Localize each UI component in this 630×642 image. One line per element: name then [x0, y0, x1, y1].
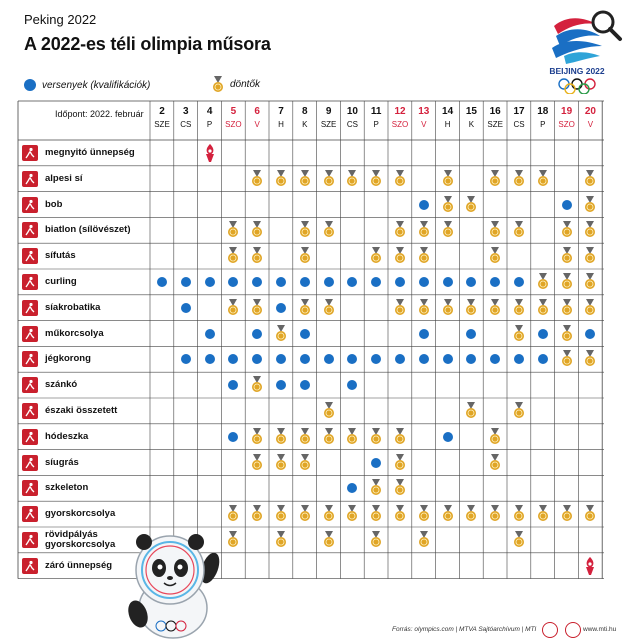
final-medal-icon: [561, 247, 573, 269]
ceremony-torch-icon: [203, 144, 217, 167]
legend-final-label: döntők: [230, 79, 261, 90]
final-medal-icon: [418, 531, 430, 553]
qualifier-dot: [538, 354, 548, 364]
final-medal-icon: [323, 299, 335, 321]
sport-label: rövidpályás gyorskorcsolya: [45, 528, 116, 550]
short-track-icon: [22, 532, 38, 548]
final-medal-icon: [537, 273, 549, 295]
qualifier-dot: [181, 354, 191, 364]
final-medal-icon: [251, 505, 263, 527]
final-medal-icon: [584, 170, 596, 192]
final-medal-icon: [489, 221, 501, 243]
final-medal-icon: [323, 428, 335, 450]
qualifier-dot: [252, 277, 262, 287]
final-medal-icon: [227, 299, 239, 321]
sport-label: jégkorong: [45, 353, 91, 365]
day-weekday: SZE: [154, 120, 170, 129]
qualifier-dot: [419, 329, 429, 339]
final-medal-icon: [299, 505, 311, 527]
sport-label: biatlon (sílövészet): [45, 224, 131, 236]
final-medal-icon: [561, 325, 573, 347]
final-medal-icon: [442, 196, 454, 218]
day-weekday: P: [206, 120, 213, 129]
qualifier-dot: [300, 354, 310, 364]
final-medal-icon: [418, 299, 430, 321]
final-medal-icon: [299, 221, 311, 243]
day-number: 5: [230, 106, 237, 117]
qualifier-dot: [562, 200, 572, 210]
qualifier-dot: [490, 277, 500, 287]
final-medal-icon: [489, 299, 501, 321]
sport-label: bob: [45, 198, 63, 210]
day-number: 16: [489, 106, 501, 117]
qualifier-dot: [371, 458, 381, 468]
curling-icon: [22, 274, 38, 290]
final-medal-icon: [537, 170, 549, 192]
day-number: 17: [513, 106, 525, 117]
qualifier-dot: [181, 277, 191, 287]
qualifier-dot: [585, 329, 595, 339]
day-number: 3: [183, 106, 189, 117]
final-medal-icon: [299, 454, 311, 476]
qualifier-dot: [205, 354, 215, 364]
final-medal-icon: [251, 376, 263, 398]
final-medal-icon: [299, 170, 311, 192]
qualifier-dot: [538, 329, 548, 339]
day-weekday: V: [421, 120, 427, 129]
final-medal-icon: [465, 299, 477, 321]
day-weekday: H: [444, 120, 451, 129]
qualifier-dot: [371, 277, 381, 287]
day-number: 8: [302, 106, 308, 117]
final-medal-icon: [251, 247, 263, 269]
final-medal-icon: [537, 505, 549, 527]
final-medal-icon: [513, 325, 525, 347]
final-medal-icon: [275, 531, 287, 553]
final-medal-icon: [346, 170, 358, 192]
final-medal-icon: [299, 247, 311, 269]
figure-skating-icon: [22, 326, 38, 342]
final-medal-icon: [323, 402, 335, 424]
sport-label: északi összetett: [45, 404, 118, 416]
sport-label: síakrobatika: [45, 301, 101, 313]
sport-label: hódeszka: [45, 430, 89, 442]
mti-badge-2: [565, 622, 581, 638]
snowboard-icon: [22, 429, 38, 445]
final-medal-icon: [394, 428, 406, 450]
final-medal-icon: [251, 299, 263, 321]
final-medal-icon: [346, 505, 358, 527]
final-medal-icon: [394, 299, 406, 321]
final-medal-icon: [275, 505, 287, 527]
final-medal-icon: [513, 505, 525, 527]
final-medal-icon: [513, 402, 525, 424]
qualifier-dot: [419, 277, 429, 287]
day-number: 10: [346, 106, 358, 117]
sport-label: záró ünnepség: [45, 559, 113, 571]
qualifier-dot: [157, 277, 167, 287]
mascot-bing-dwen-dwen: [118, 528, 228, 640]
biathlon-icon: [22, 222, 38, 238]
final-medal-icon: [442, 299, 454, 321]
final-medal-icon: [561, 350, 573, 372]
day-number: 2: [159, 106, 165, 117]
qualifier-dot: [276, 380, 286, 390]
final-medal-icon: [251, 428, 263, 450]
final-medal-icon: [394, 170, 406, 192]
day-weekday: K: [302, 120, 308, 129]
qualifier-dot: [205, 329, 215, 339]
final-medal-icon: [584, 273, 596, 295]
ice-hockey-icon: [22, 351, 38, 367]
day-weekday: H: [278, 120, 284, 129]
final-medal-icon: [561, 299, 573, 321]
qualifier-dot: [276, 277, 286, 287]
day-weekday: CS: [346, 120, 358, 129]
day-number: 12: [394, 106, 406, 117]
site-link[interactable]: www.mti.hu: [583, 626, 617, 633]
torch-icon: [22, 558, 38, 574]
day-number: 9: [325, 106, 332, 117]
final-medal-icon: [275, 325, 287, 347]
final-medal-icon: [251, 221, 263, 243]
nordic-combined-icon: [22, 403, 38, 419]
skeleton-icon: [22, 480, 38, 496]
header-subtitle: Peking 2022: [24, 12, 97, 27]
final-medal-icon: [418, 505, 430, 527]
final-medal-icon: [370, 531, 382, 553]
final-medal-icon: [370, 505, 382, 527]
day-weekday: V: [254, 120, 260, 129]
final-medal-icon: [394, 247, 406, 269]
source-text: Forrás: olympics.com | MTVA Sajtóarchívum | MTI: [392, 626, 537, 633]
final-medal-icon: [370, 428, 382, 450]
sport-label: sífutás: [45, 250, 76, 262]
final-medal-icon: [227, 531, 239, 553]
day-weekday: SZO: [558, 120, 575, 129]
day-number: 4: [206, 106, 213, 117]
qualifier-dot: [300, 380, 310, 390]
logo-text: BEIJING 2022: [549, 66, 605, 76]
day-weekday: CS: [180, 120, 192, 129]
final-medal-icon: [394, 479, 406, 501]
final-medal-icon: [251, 454, 263, 476]
day-weekday: P: [373, 120, 379, 129]
final-medal-icon: [227, 221, 239, 243]
final-medal-icon: [513, 299, 525, 321]
final-medal-icon: [584, 505, 596, 527]
qualifier-dot: [324, 277, 334, 287]
qualifier-dot: [514, 277, 524, 287]
day-weekday: V: [587, 120, 594, 129]
final-medal-icon: [465, 402, 477, 424]
final-medal-icon: [394, 454, 406, 476]
final-medal-icon: [227, 247, 239, 269]
day-weekday: K: [468, 120, 475, 129]
sport-label: szkeleton: [45, 482, 89, 494]
final-medal-icon: [442, 221, 454, 243]
final-medal-icon: [561, 221, 573, 243]
final-medal-icon: [489, 505, 501, 527]
final-medal-icon: [513, 531, 525, 553]
final-medal-icon: [584, 299, 596, 321]
final-medal-icon: [323, 221, 335, 243]
qualifier-dot: [205, 277, 215, 287]
alpine-skiing-icon: [22, 171, 38, 187]
final-medal-icon: [370, 247, 382, 269]
day-weekday: SZE: [487, 120, 503, 129]
day-number: 7: [278, 106, 284, 117]
final-medal-icon: [442, 505, 454, 527]
qualifier-dot: [419, 354, 429, 364]
final-medal-icon: [299, 299, 311, 321]
day-number: 13: [418, 106, 430, 117]
final-medal-icon: [323, 505, 335, 527]
final-medal-icon: [513, 170, 525, 192]
final-medal-icon: [513, 221, 525, 243]
luge-icon: [22, 377, 38, 393]
bobsleigh-icon: [22, 197, 38, 213]
final-medal-icon: [465, 505, 477, 527]
day-weekday: SZO: [225, 120, 242, 129]
final-medal-icon: [418, 247, 430, 269]
ceremony-torch-icon: [583, 557, 597, 580]
page-title: A 2022-es téli olimpia műsora: [24, 34, 271, 54]
final-medal-icon: [418, 221, 430, 243]
qualifier-dot: [443, 277, 453, 287]
sport-label: gyorskorcsolya: [45, 508, 116, 520]
final-medal-icon: [323, 170, 335, 192]
qualifier-dot: [443, 354, 453, 364]
day-number: 11: [370, 106, 382, 117]
final-medal-icon: [346, 428, 358, 450]
day-number: 14: [442, 106, 454, 117]
mti-badge-1: [542, 622, 558, 638]
sport-label: szánkó: [45, 379, 78, 391]
final-medal-icon: [489, 247, 501, 269]
qualifier-dot: [300, 329, 310, 339]
final-medal-icon: [394, 221, 406, 243]
qualifier-dot: [395, 277, 405, 287]
legend-qualifier-label: versenyek (kvalifikációk): [42, 79, 151, 91]
day-number: 19: [561, 106, 573, 117]
qualifier-dot: [466, 329, 476, 339]
final-medal-icon: [251, 170, 263, 192]
final-medal-icon: [370, 170, 382, 192]
final-medal-icon: [227, 505, 239, 527]
day-number: 20: [584, 106, 596, 117]
ski-jumping-icon: [22, 455, 38, 471]
day-weekday: P: [540, 120, 546, 129]
day-number: 15: [465, 106, 477, 117]
cross-country-icon: [22, 248, 38, 264]
qualifier-dot: [276, 303, 286, 313]
final-medal-icon: [465, 196, 477, 218]
sport-label: alpesi sí: [45, 172, 83, 184]
torch-icon: [22, 145, 38, 161]
final-medal-icon: [275, 428, 287, 450]
qualifier-dot: [300, 277, 310, 287]
final-medal-icon: [584, 221, 596, 243]
sport-label: curling: [45, 275, 77, 287]
final-medal-icon: [584, 247, 596, 269]
speed-skating-icon: [22, 506, 38, 522]
date-label: Időpont: 2022. február: [55, 109, 144, 119]
final-medal-icon: [323, 531, 335, 553]
day-weekday: SZE: [320, 120, 337, 129]
final-medal-icon: [537, 299, 549, 321]
qualifier-dot: [252, 329, 262, 339]
final-medal-icon: [584, 196, 596, 218]
qualifier-dot: [324, 354, 334, 364]
final-medal-icon: [489, 170, 501, 192]
final-medal-icon: [489, 428, 501, 450]
final-medal-icon: [561, 505, 573, 527]
day-number: 18: [537, 106, 549, 117]
qualifier-dot: [443, 432, 453, 442]
final-medal-icon: [370, 479, 382, 501]
freestyle-icon: [22, 300, 38, 316]
final-medal-icon: [584, 350, 596, 372]
day-number: 6: [254, 106, 260, 117]
sport-label: síugrás: [45, 456, 79, 468]
final-medal-icon: [442, 170, 454, 192]
qualifier-dot: [228, 432, 238, 442]
day-weekday: CS: [513, 120, 525, 129]
final-medal-icon: [299, 428, 311, 450]
qualifier-dot: [181, 303, 191, 313]
final-medal-icon: [489, 454, 501, 476]
qualifier-dot: [419, 200, 429, 210]
sport-label: megnyitó ünnepség: [45, 146, 135, 158]
final-medal-icon: [561, 273, 573, 295]
final-medal-icon: [275, 170, 287, 192]
final-medal-icon: [275, 454, 287, 476]
day-weekday: SZO: [391, 120, 409, 129]
final-medal-icon: [394, 505, 406, 527]
sport-label: műkorcsolya: [45, 327, 104, 339]
